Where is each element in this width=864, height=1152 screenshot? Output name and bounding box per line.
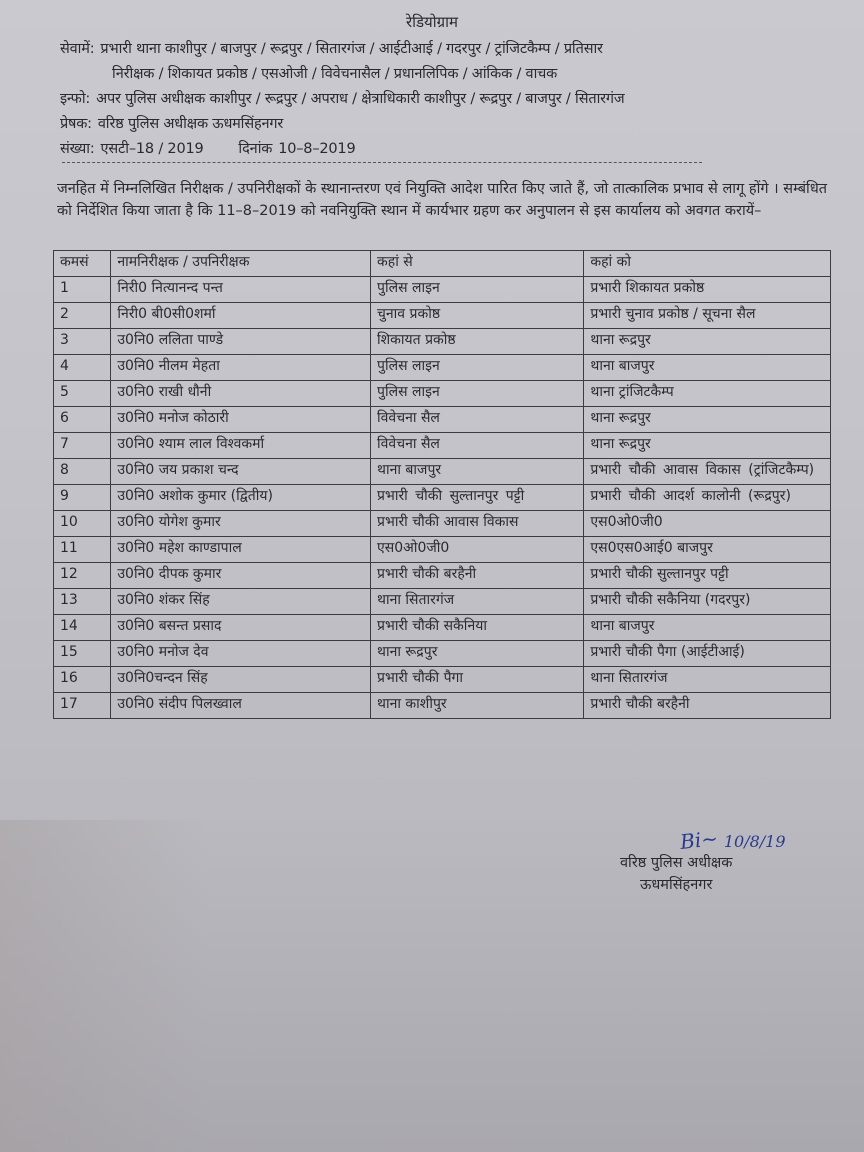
number-label: संख्या: (60, 141, 95, 157)
cell-name: उ0नि0चन्दन सिंह (111, 667, 371, 693)
signature-scrawl: Bi~ (678, 826, 720, 854)
cell-serial: 17 (54, 693, 111, 719)
cell-name: उ0नि0 जय प्रकाश चन्द (111, 459, 371, 485)
document-title: रेडियोग्राम (406, 13, 458, 31)
cell-to: थाना रूद्रपुर (584, 407, 831, 433)
cell-to: प्रभारी चुनाव प्रकोष्ठ / सूचना सैल (584, 303, 831, 329)
table-row (54, 667, 831, 693)
cell-from: थाना रूद्रपुर (371, 641, 584, 667)
cell-to: प्रभारी चौकी सकैनिया (गदरपुर) (584, 589, 831, 615)
table-row (54, 355, 831, 381)
cell-to: प्रभारी चौकी पैगा (आईटीआई) (584, 641, 831, 667)
cell-from: चुनाव प्रकोष्ठ (371, 303, 584, 329)
cell-name: उ0नि0 संदीप पिलख्वाल (111, 693, 371, 719)
cell-from: एस0ओ0जी0 (371, 537, 584, 563)
cell-from: प्रभारी चौकी बरहैनी (371, 563, 584, 589)
cell-name: उ0नि0 मनोज कोठारी (111, 407, 371, 433)
table-row (54, 303, 831, 329)
cell-from: विवेचना सैल (371, 407, 584, 433)
table-row (54, 511, 831, 537)
sender-line (60, 113, 283, 133)
cell-to: प्रभारी चौकी सुल्तानपुर पट्टी (584, 563, 831, 589)
cell-name: उ0नि0 श्याम लाल विश्वकर्मा (111, 433, 371, 459)
addressee-label: सेवामें: (60, 41, 95, 57)
header-to: कहां को (584, 251, 831, 277)
cell-serial: 6 (54, 407, 111, 433)
cell-to: थाना सितारगंज (584, 667, 831, 693)
cell-name: उ0नि0 योगेश कुमार (111, 511, 371, 537)
sender-label: प्रेषक: (60, 116, 92, 132)
table-row (54, 407, 831, 433)
paper-shadow (0, 820, 210, 1152)
signatory-designation: वरिष्ठ पुलिस अधीक्षक (620, 855, 733, 871)
cell-to: एस0एस0आई0 बाजपुर (584, 537, 831, 563)
cell-serial: 15 (54, 641, 111, 667)
number-value: एसटी–18 / 2019 (100, 141, 204, 157)
cell-serial: 5 (54, 381, 111, 407)
cell-serial: 1 (54, 277, 111, 303)
cell-to: प्रभारी चौकी आदर्श कालोनी (रूद्रपुर) (584, 485, 831, 511)
header-name: नामनिरीक्षक / उपनिरीक्षक (111, 251, 371, 277)
info-line (60, 88, 624, 108)
reference-line (60, 138, 355, 158)
transfer-table (53, 250, 831, 719)
signature-block (610, 828, 840, 896)
addressee-line-2: निरीक्षक / शिकायत प्रकोष्ठ / एसओजी / विवेचनासैल / प्रधानलिपिक / आंकिक / वाचक (112, 66, 558, 82)
addressee-text-1: प्रभारी थाना काशीपुर / बाजपुर / रूद्रपुर / सितारगंज / आईटीआई / गदरपुर / ट्रांजिटकैम्प / प्रतिसार (100, 41, 603, 57)
sender-text: वरिष्ठ पुलिस अधीक्षक ऊधमसिंहनगर (97, 116, 284, 132)
cell-to: थाना बाजपुर (584, 615, 831, 641)
date-value: 10–8–2019 (278, 141, 356, 157)
cell-to: एस0ओ0जी0 (584, 511, 831, 537)
addressee-line-1 (60, 38, 603, 58)
handwritten-signature (610, 828, 840, 852)
cell-serial: 4 (54, 355, 111, 381)
table-row (54, 589, 831, 615)
cell-serial: 12 (54, 563, 111, 589)
cell-from: थाना काशीपुर (371, 693, 584, 719)
signature-date: 10/8/19 (723, 832, 786, 851)
cell-name: उ0नि0 बसन्त प्रसाद (111, 615, 371, 641)
cell-from: प्रभारी चौकी पैगा (371, 667, 584, 693)
table-row (54, 485, 831, 511)
cell-from: प्रभारी चौकी आवास विकास (371, 511, 584, 537)
cell-serial: 9 (54, 485, 111, 511)
info-label: इन्फो: (60, 91, 91, 107)
cell-from: प्रभारी चौकी सुल्तानपुर पट्टी (371, 485, 584, 511)
table-row (54, 615, 831, 641)
cell-from: शिकायत प्रकोष्ठ (371, 329, 584, 355)
cell-serial: 10 (54, 511, 111, 537)
cell-to: प्रभारी चौकी आवास विकास (ट्रांजिटकैम्प) (584, 459, 831, 485)
cell-from: पुलिस लाइन (371, 355, 584, 381)
table-row (54, 641, 831, 667)
signatory-district: ऊधमसिंहनगर (640, 877, 713, 893)
cell-to: थाना ट्रांजिटकैम्प (584, 381, 831, 407)
table-row (54, 693, 831, 719)
cell-from: विवेचना सैल (371, 433, 584, 459)
info-text: अपर पुलिस अधीक्षक काशीपुर / रूद्रपुर / अपराध / क्षेत्राधिकारी काशीपुर / रूद्रपुर / बाजपुर / सितारगंज (96, 91, 625, 107)
cell-name: उ0नि0 अशोक कुमार (द्वितीय) (111, 485, 371, 511)
divider-rule (62, 162, 702, 163)
cell-from: पुलिस लाइन (371, 277, 584, 303)
table-row (54, 381, 831, 407)
header-serial: कमसं (54, 251, 111, 277)
cell-serial: 14 (54, 615, 111, 641)
cell-to: थाना रूद्रपुर (584, 433, 831, 459)
table-row (54, 459, 831, 485)
cell-serial: 8 (54, 459, 111, 485)
cell-serial: 2 (54, 303, 111, 329)
cell-from: थाना सितारगंज (371, 589, 584, 615)
cell-serial: 11 (54, 537, 111, 563)
cell-name: निरी0 नित्यानन्द पन्त (111, 277, 371, 303)
cell-name: उ0नि0 राखी धौनी (111, 381, 371, 407)
table-header-row (54, 251, 831, 277)
table-row (54, 563, 831, 589)
cell-from: पुलिस लाइन (371, 381, 584, 407)
cell-name: निरी0 बी0सी0शर्मा (111, 303, 371, 329)
cell-to: थाना बाजपुर (584, 355, 831, 381)
table-row (54, 329, 831, 355)
cell-name: उ0नि0 ललिता पाण्डे (111, 329, 371, 355)
cell-to: थाना रूद्रपुर (584, 329, 831, 355)
cell-serial: 13 (54, 589, 111, 615)
cell-name: उ0नि0 शंकर सिंह (111, 589, 371, 615)
cell-serial: 3 (54, 329, 111, 355)
date-label: दिनांक (238, 141, 273, 157)
cell-to: प्रभारी शिकायत प्रकोष्ठ (584, 277, 831, 303)
cell-serial: 7 (54, 433, 111, 459)
cell-name: उ0नि0 मनोज देव (111, 641, 371, 667)
cell-serial: 16 (54, 667, 111, 693)
cell-name: उ0नि0 महेश काण्डापाल (111, 537, 371, 563)
cell-to: प्रभारी चौकी बरहैनी (584, 693, 831, 719)
cell-name: उ0नि0 नीलम मेहता (111, 355, 371, 381)
order-paragraph: जनहित में निम्नलिखित निरीक्षक / उपनिरीक्षकों के स्थानान्तरण एवं नियुक्ति आदेश पारित किए जाते हैं, जो तात्कालिक प्रभाव से लागू होंगे । सम्बंधित को निर्देशित किया जाता है कि 11–8–2019 को नवनियुक्ति स्थान में कार्यभार ग्रहण कर अनुपालन से इस कार्यालय को अवगत करायें– (57, 181, 827, 219)
header-from: कहां से (371, 251, 584, 277)
cell-name: उ0नि0 दीपक कुमार (111, 563, 371, 589)
cell-from: प्रभारी चौकी सकैनिया (371, 615, 584, 641)
table-row (54, 277, 831, 303)
table-row (54, 537, 831, 563)
table-row (54, 433, 831, 459)
cell-from: थाना बाजपुर (371, 459, 584, 485)
